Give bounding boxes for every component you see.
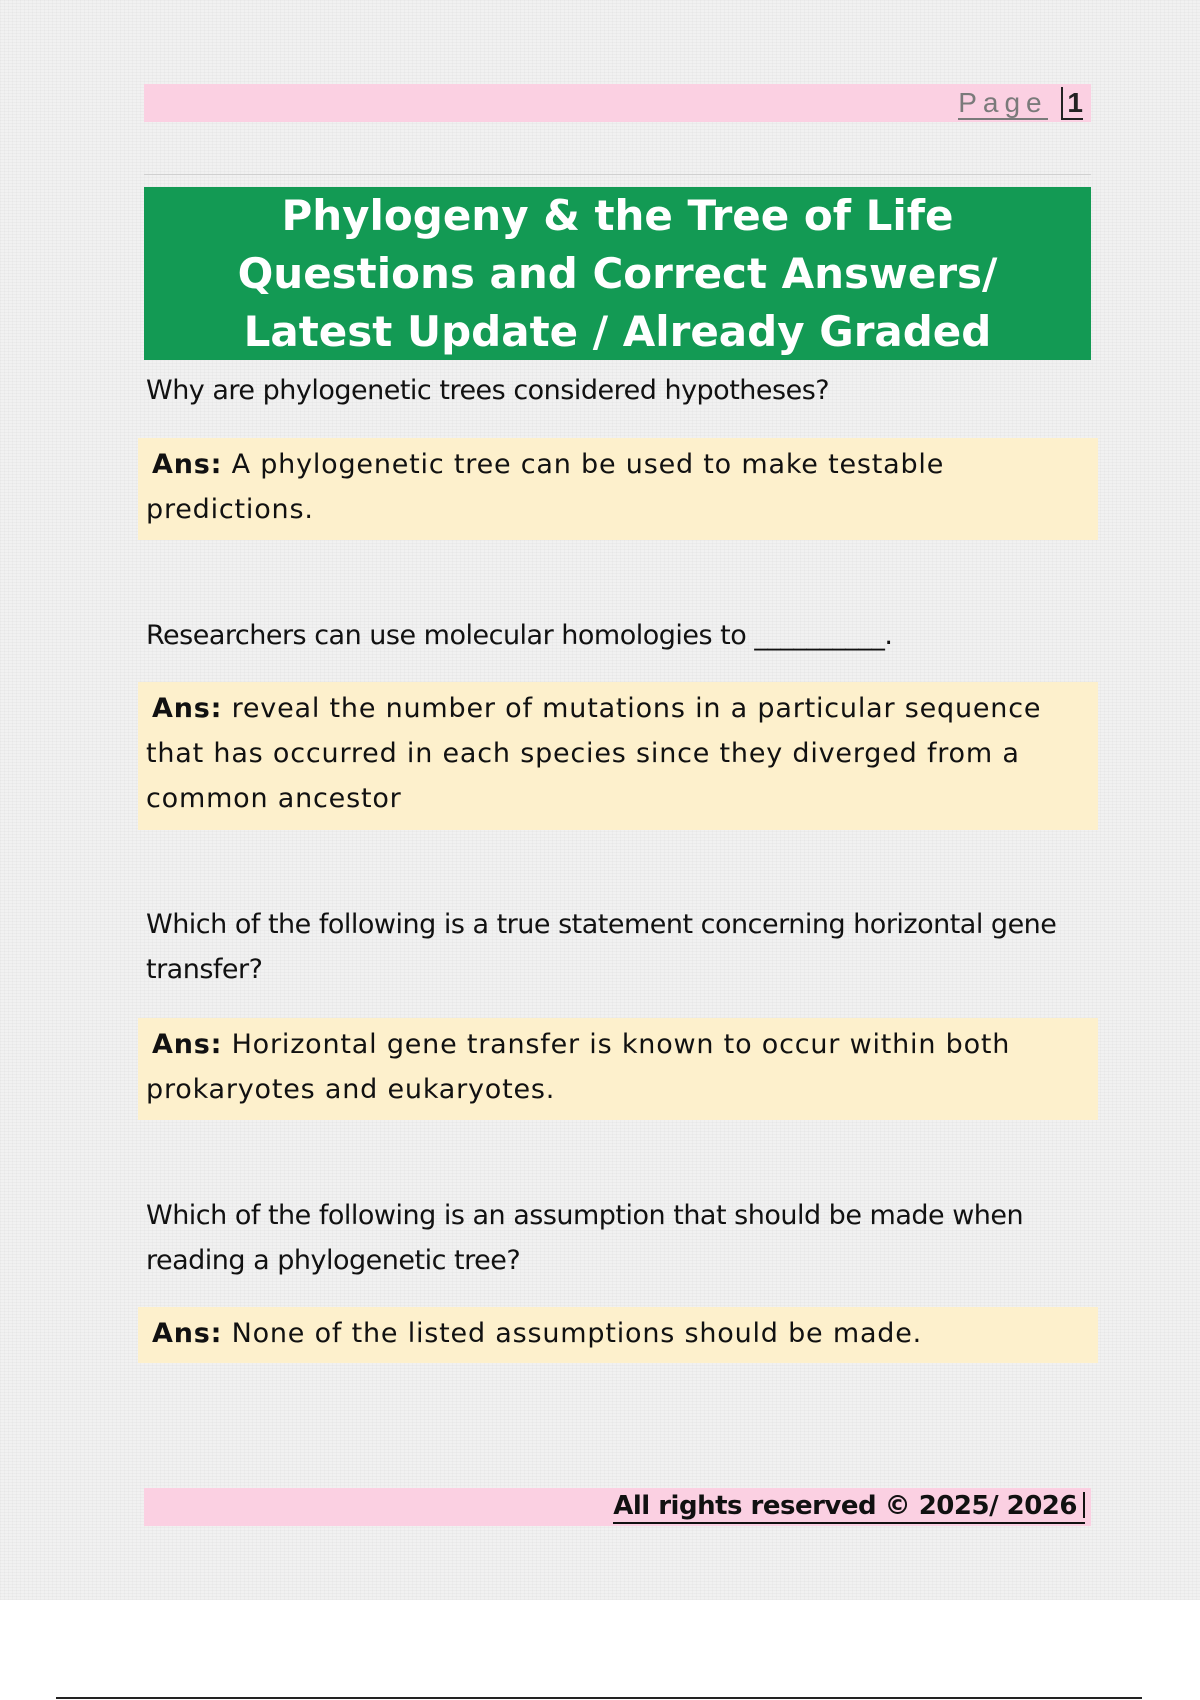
question-1: Why are phylogenetic trees considered hypotheses? [146,375,830,406]
answer-3-box [138,1018,1098,1120]
page-header-band [144,84,1091,122]
page-number: 1 [1061,87,1083,120]
answer-1-label: Ans: [152,449,223,480]
copyright-notice [613,1490,1085,1524]
answer-4-text: None of the listed assumptions should be made. [231,1318,923,1349]
answer-4-label: Ans: [152,1318,223,1349]
copyright-text: All rights reserved © 2025/ 2026 [613,1491,1077,1521]
answer-2-box [138,682,1098,830]
header-divider [144,174,1091,175]
answer-3-label: Ans: [152,1029,223,1060]
title-banner [144,187,1091,360]
page-number-label [958,88,1083,118]
answer-2-text: reveal the number of mutations in a particular sequence that has occurred in each species since they diverged from a common ancestor [146,693,1042,814]
page-word: Page [958,87,1048,118]
page-footer-band [144,1488,1091,1526]
bottom-rule [56,1697,1142,1699]
answer-4-box [138,1307,1098,1363]
answer-2-label: Ans: [152,693,223,724]
question-2: Researchers can use molecular homologies to __________. [146,620,893,651]
document-title: Phylogeny & the Tree of Life Questions and Correct Answers/ Latest Update / Already Graded [237,190,998,356]
question-3: Which of the following is a true statement concerning horizontal gene transfer? [146,909,1057,985]
footer-divider-bar [1083,1492,1085,1518]
question-4: Which of the following is an assumption that should be made when reading a phylogenetic tree? [146,1200,1024,1276]
answer-1-box [138,438,1098,540]
answer-3-text: Horizontal gene transfer is known to occur within both prokaryotes and eukaryotes. [146,1029,1011,1105]
answer-1-text: A phylogenetic tree can be used to make testable predictions. [146,449,945,525]
